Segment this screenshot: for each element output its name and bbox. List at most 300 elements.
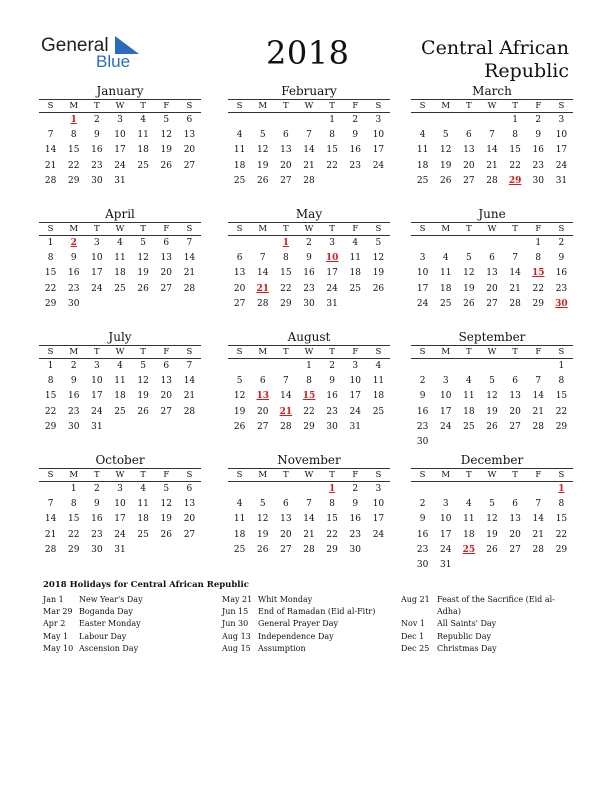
empty-day-cell <box>434 359 457 374</box>
weekday-label: W <box>487 101 497 111</box>
weekday-label: M <box>69 470 79 480</box>
weekday-label: T <box>512 101 518 111</box>
day-cell: 8 <box>70 130 77 141</box>
day-cell: 10 <box>439 391 452 402</box>
weekday-label: F <box>352 101 359 111</box>
day-cell: 3 <box>117 115 123 125</box>
day-cell: 28 <box>44 544 57 555</box>
day-cell: 18 <box>349 268 361 279</box>
day-cell: 22 <box>280 283 292 294</box>
day-cell: 23 <box>349 529 361 540</box>
day-cell: 24 <box>439 421 452 432</box>
day-cell: 25 <box>233 544 246 555</box>
holiday-date: Jun 15 <box>222 607 249 617</box>
day-cell: 3 <box>93 238 100 248</box>
day-grid <box>228 113 390 189</box>
day-cell: 25 <box>137 160 149 171</box>
day-cell: 16 <box>326 391 338 402</box>
weekday-label: M <box>441 101 451 111</box>
day-cell: 11 <box>233 514 246 525</box>
day-cell: 3 <box>419 253 426 264</box>
empty-day-cell <box>228 359 251 374</box>
day-cell: 14 <box>280 391 292 402</box>
day-cell: 7 <box>535 376 542 387</box>
day-cell: 2 <box>70 361 77 371</box>
day-cell: 5 <box>442 130 449 141</box>
day-cell: 15 <box>509 145 521 156</box>
day-cell: 19 <box>137 391 149 402</box>
day-cell: 19 <box>372 268 385 279</box>
day-cell: 15 <box>67 514 80 525</box>
day-cell: 30 <box>326 421 338 432</box>
day-cell: 13 <box>183 130 196 141</box>
day-cell: 13 <box>160 253 172 264</box>
day-cell: 22 <box>303 406 315 417</box>
weekday-label: T <box>466 470 472 480</box>
day-cell: 21 <box>183 391 196 402</box>
month-september <box>411 330 573 450</box>
day-cell: 16 <box>67 391 80 402</box>
day-cell: 14 <box>44 145 57 156</box>
day-grid <box>411 113 573 189</box>
weekday-label: F <box>163 101 170 111</box>
day-cell: 10 <box>114 499 126 510</box>
day-cell: 2 <box>558 238 565 248</box>
day-cell: 20 <box>160 391 172 402</box>
day-cell: 3 <box>442 376 449 387</box>
day-cell: 1 <box>47 238 54 248</box>
weekday-label: F <box>352 224 359 234</box>
day-cell: 13 <box>509 514 521 525</box>
holiday-day-cell: 25 <box>462 544 476 555</box>
day-cell: 1 <box>558 361 565 371</box>
day-cell: 4 <box>352 238 359 248</box>
day-cell: 13 <box>233 268 246 279</box>
day-cell: 30 <box>416 559 429 570</box>
day-cell: 9 <box>558 253 565 264</box>
day-cell: 14 <box>486 145 498 156</box>
day-cell: 24 <box>114 529 126 540</box>
day-cell: 6 <box>465 130 472 141</box>
day-cell: 2 <box>352 484 359 494</box>
holiday-date: Aug 13 <box>222 631 251 641</box>
empty-day-cell <box>457 236 480 251</box>
day-cell: 15 <box>67 145 80 156</box>
day-cell: 6 <box>163 238 170 248</box>
weekday-label: T <box>283 101 289 111</box>
day-cell: 20 <box>280 529 292 540</box>
day-cell: 22 <box>532 283 544 294</box>
day-cell: 17 <box>91 268 103 279</box>
day-grid <box>39 359 201 435</box>
day-cell: 12 <box>160 499 172 510</box>
day-cell: 25 <box>137 529 149 540</box>
weekday-label: T <box>329 101 335 111</box>
empty-day-cell <box>251 482 274 497</box>
day-cell: 8 <box>558 499 565 510</box>
day-grid <box>228 236 390 312</box>
empty-day-cell <box>434 482 457 497</box>
day-cell: 22 <box>44 406 57 417</box>
holiday-name: Boganda Day <box>79 607 133 617</box>
holiday-date: Aug 21 <box>401 595 430 604</box>
weekday-header <box>228 468 390 482</box>
weekday-label: T <box>283 347 289 357</box>
holiday-item <box>222 618 392 630</box>
day-cell: 16 <box>532 145 544 156</box>
day-cell: 20 <box>509 406 521 417</box>
day-cell: 21 <box>532 406 544 417</box>
day-cell: 28 <box>183 406 196 417</box>
day-grid <box>39 482 201 558</box>
day-cell: 17 <box>439 529 452 540</box>
day-cell: 21 <box>44 529 57 540</box>
holiday-day-cell: 15 <box>532 268 545 279</box>
day-cell: 26 <box>137 406 149 417</box>
day-cell: 28 <box>509 298 521 309</box>
day-cell: 25 <box>114 406 126 417</box>
weekday-label: W <box>304 470 314 480</box>
day-cell: 30 <box>532 175 544 186</box>
holiday-date: Mar 29 <box>43 607 73 617</box>
day-cell: 29 <box>44 421 57 432</box>
day-cell: 17 <box>555 145 568 156</box>
day-grid <box>228 482 390 558</box>
day-cell: 29 <box>67 544 80 555</box>
day-cell: 16 <box>303 268 315 279</box>
day-cell: 19 <box>160 514 172 525</box>
weekday-label: F <box>535 101 542 111</box>
day-cell: 10 <box>372 130 385 141</box>
day-cell: 6 <box>512 376 518 387</box>
holiday-day-cell: 1 <box>558 484 565 494</box>
year-title: 2018 <box>266 34 350 72</box>
day-cell: 7 <box>259 253 266 264</box>
day-cell: 5 <box>163 115 170 125</box>
day-cell: 20 <box>183 145 196 156</box>
day-cell: 10 <box>349 376 361 387</box>
weekday-label: S <box>419 224 426 234</box>
weekday-label: F <box>163 347 170 357</box>
month-july <box>39 330 201 435</box>
day-cell: 13 <box>486 268 498 279</box>
day-cell: 25 <box>233 175 246 186</box>
day-cell: 7 <box>535 499 542 510</box>
holiday-item <box>401 594 571 618</box>
day-cell: 11 <box>114 253 126 264</box>
holiday-name: Feast of the Sacrifice (Eid al-Adha) <box>437 595 555 617</box>
weekday-label: T <box>512 224 518 234</box>
day-cell: 11 <box>137 130 149 141</box>
weekday-label: W <box>304 347 314 357</box>
month-january <box>39 84 201 189</box>
holiday-day-cell: 30 <box>555 298 568 309</box>
weekday-label: M <box>69 347 79 357</box>
holiday-item <box>43 618 213 630</box>
day-cell: 30 <box>67 421 80 432</box>
empty-day-cell <box>274 482 297 497</box>
day-cell: 13 <box>183 499 196 510</box>
day-cell: 4 <box>465 376 472 387</box>
holiday-date: May 1 <box>43 631 69 641</box>
month-name: March <box>472 84 512 98</box>
day-cell: 28 <box>303 544 315 555</box>
holiday-date: Aug 15 <box>222 643 251 653</box>
day-cell: 14 <box>532 514 544 525</box>
day-cell: 26 <box>486 421 498 432</box>
day-cell: 3 <box>93 361 100 371</box>
day-cell: 8 <box>329 499 335 510</box>
day-cell: 19 <box>256 160 269 171</box>
day-cell: 27 <box>160 406 172 417</box>
day-cell: 24 <box>91 283 103 294</box>
empty-day-cell <box>527 359 550 374</box>
day-cell: 3 <box>329 238 335 248</box>
day-cell: 5 <box>140 361 146 371</box>
day-cell: 18 <box>114 268 126 279</box>
day-cell: 4 <box>375 361 382 371</box>
day-cell: 27 <box>280 175 292 186</box>
day-cell: 22 <box>509 160 521 171</box>
day-cell: 12 <box>372 253 385 264</box>
day-cell: 15 <box>44 391 57 402</box>
day-cell: 26 <box>439 175 452 186</box>
day-cell: 21 <box>486 160 498 171</box>
day-cell: 23 <box>326 406 338 417</box>
day-cell: 24 <box>349 406 361 417</box>
empty-day-cell <box>228 236 251 251</box>
day-cell: 23 <box>555 283 568 294</box>
weekday-header <box>411 468 573 482</box>
day-cell: 8 <box>70 499 77 510</box>
holiday-list <box>43 580 583 653</box>
day-cell: 6 <box>186 484 193 494</box>
holiday-column <box>401 594 571 655</box>
day-cell: 1 <box>512 115 518 125</box>
day-cell: 4 <box>117 238 123 248</box>
day-cell: 15 <box>280 268 292 279</box>
day-cell: 14 <box>256 268 269 279</box>
day-cell: 18 <box>463 529 475 540</box>
weekday-label: F <box>352 470 359 480</box>
day-cell: 27 <box>509 544 521 555</box>
day-cell: 16 <box>349 514 361 525</box>
weekday-header <box>411 222 573 236</box>
day-cell: 25 <box>349 283 361 294</box>
weekday-label: M <box>258 101 268 111</box>
day-cell: 22 <box>326 529 338 540</box>
day-cell: 23 <box>303 283 315 294</box>
month-name: August <box>287 330 331 344</box>
day-cell: 10 <box>91 376 103 387</box>
empty-day-cell <box>504 236 527 251</box>
day-cell: 18 <box>233 160 246 171</box>
weekday-header <box>228 345 390 359</box>
day-cell: 7 <box>186 238 193 248</box>
day-cell: 16 <box>91 145 103 156</box>
holiday-item <box>222 606 392 618</box>
day-cell: 28 <box>303 175 315 186</box>
empty-day-cell <box>251 236 274 251</box>
day-cell: 28 <box>532 544 544 555</box>
day-cell: 5 <box>236 376 243 387</box>
day-cell: 18 <box>463 406 475 417</box>
weekday-header <box>411 345 573 359</box>
day-cell: 30 <box>67 298 80 309</box>
day-cell: 31 <box>91 421 103 432</box>
day-cell: 21 <box>303 529 315 540</box>
day-cell: 24 <box>372 160 385 171</box>
day-cell: 5 <box>140 238 146 248</box>
day-cell: 4 <box>442 253 449 264</box>
holiday-name: Whit Monday <box>258 595 313 604</box>
day-cell: 6 <box>489 253 495 264</box>
month-name: February <box>281 84 337 98</box>
day-cell: 14 <box>509 268 521 279</box>
empty-day-cell <box>434 236 457 251</box>
day-cell: 14 <box>303 145 315 156</box>
day-cell: 18 <box>439 283 452 294</box>
day-cell: 23 <box>67 406 80 417</box>
day-cell: 23 <box>532 160 544 171</box>
day-cell: 2 <box>535 115 542 125</box>
day-cell: 20 <box>486 283 498 294</box>
weekday-label: T <box>466 347 472 357</box>
holiday-name: New Year's Day <box>79 595 143 604</box>
day-cell: 25 <box>439 298 452 309</box>
holiday-date: Apr 2 <box>43 619 66 629</box>
weekday-label: T <box>329 224 335 234</box>
day-cell: 17 <box>439 406 452 417</box>
day-cell: 13 <box>280 514 292 525</box>
weekday-label: W <box>115 224 125 234</box>
day-cell: 12 <box>160 130 172 141</box>
day-cell: 5 <box>489 499 495 510</box>
day-cell: 9 <box>93 499 100 510</box>
empty-day-cell <box>274 359 297 374</box>
day-cell: 12 <box>233 391 246 402</box>
day-cell: 10 <box>114 130 126 141</box>
empty-day-cell <box>39 113 62 128</box>
weekday-label: S <box>375 224 382 234</box>
holiday-item <box>222 631 392 643</box>
day-cell: 12 <box>256 145 269 156</box>
day-cell: 12 <box>137 376 149 387</box>
day-cell: 7 <box>47 499 54 510</box>
day-cell: 19 <box>160 145 172 156</box>
day-cell: 28 <box>44 175 57 186</box>
day-cell: 16 <box>91 514 103 525</box>
day-cell: 9 <box>535 130 542 141</box>
day-cell: 17 <box>372 514 385 525</box>
day-cell: 26 <box>233 421 246 432</box>
day-cell: 29 <box>532 298 544 309</box>
weekday-label: M <box>258 224 268 234</box>
weekday-label: M <box>441 470 451 480</box>
holiday-name: Republic Day <box>437 631 491 641</box>
empty-day-cell <box>297 113 320 128</box>
day-cell: 6 <box>163 361 170 371</box>
empty-day-cell <box>434 113 457 128</box>
day-cell: 31 <box>439 559 452 570</box>
weekday-header <box>39 222 201 236</box>
day-cell: 27 <box>509 421 521 432</box>
day-cell: 20 <box>509 529 521 540</box>
day-cell: 9 <box>70 376 77 387</box>
weekday-label: T <box>512 347 518 357</box>
weekday-label: W <box>115 101 125 111</box>
day-cell: 12 <box>486 391 498 402</box>
day-cell: 20 <box>160 268 172 279</box>
day-cell: 9 <box>419 514 426 525</box>
day-cell: 2 <box>419 499 426 510</box>
month-name: December <box>460 453 524 467</box>
empty-day-cell <box>411 113 434 128</box>
holiday-date: Jan 1 <box>43 595 64 604</box>
day-cell: 4 <box>117 361 123 371</box>
day-cell: 5 <box>259 499 266 510</box>
holiday-name: Assumption <box>258 643 306 653</box>
day-cell: 26 <box>160 160 172 171</box>
day-cell: 26 <box>256 544 269 555</box>
day-grid <box>411 482 573 573</box>
weekday-label: F <box>535 224 542 234</box>
holiday-name: All Saints' Day <box>437 619 497 629</box>
day-cell: 20 <box>280 160 292 171</box>
day-grid <box>228 359 390 435</box>
day-cell: 10 <box>439 514 452 525</box>
day-cell: 22 <box>44 283 57 294</box>
day-cell: 24 <box>372 529 385 540</box>
day-cell: 7 <box>282 376 289 387</box>
day-cell: 19 <box>439 160 452 171</box>
day-cell: 8 <box>47 253 54 264</box>
month-name: October <box>95 453 145 467</box>
day-cell: 15 <box>326 514 338 525</box>
day-cell: 29 <box>555 544 568 555</box>
weekday-label: S <box>375 470 382 480</box>
day-cell: 6 <box>282 499 289 510</box>
day-cell: 9 <box>306 253 312 264</box>
weekday-label: W <box>487 224 497 234</box>
day-cell: 26 <box>486 544 498 555</box>
weekday-label: S <box>419 101 426 111</box>
day-cell: 26 <box>256 175 269 186</box>
day-cell: 14 <box>183 253 196 264</box>
day-cell: 30 <box>349 544 361 555</box>
day-cell: 3 <box>558 115 565 125</box>
day-cell: 12 <box>256 514 269 525</box>
weekday-label: T <box>283 224 289 234</box>
weekday-label: S <box>236 224 243 234</box>
day-cell: 18 <box>137 145 149 156</box>
day-cell: 27 <box>256 421 269 432</box>
weekday-header <box>228 99 390 113</box>
weekday-label: S <box>186 347 193 357</box>
day-cell: 9 <box>93 130 100 141</box>
day-cell: 23 <box>416 421 429 432</box>
day-cell: 27 <box>183 529 196 540</box>
month-name: June <box>478 207 506 221</box>
day-cell: 27 <box>486 298 498 309</box>
day-cell: 24 <box>91 406 103 417</box>
weekday-label: T <box>140 101 146 111</box>
day-cell: 5 <box>375 238 382 248</box>
weekday-label: T <box>94 101 100 111</box>
day-cell: 31 <box>555 175 568 186</box>
day-cell: 5 <box>465 253 472 264</box>
month-april <box>39 207 201 312</box>
